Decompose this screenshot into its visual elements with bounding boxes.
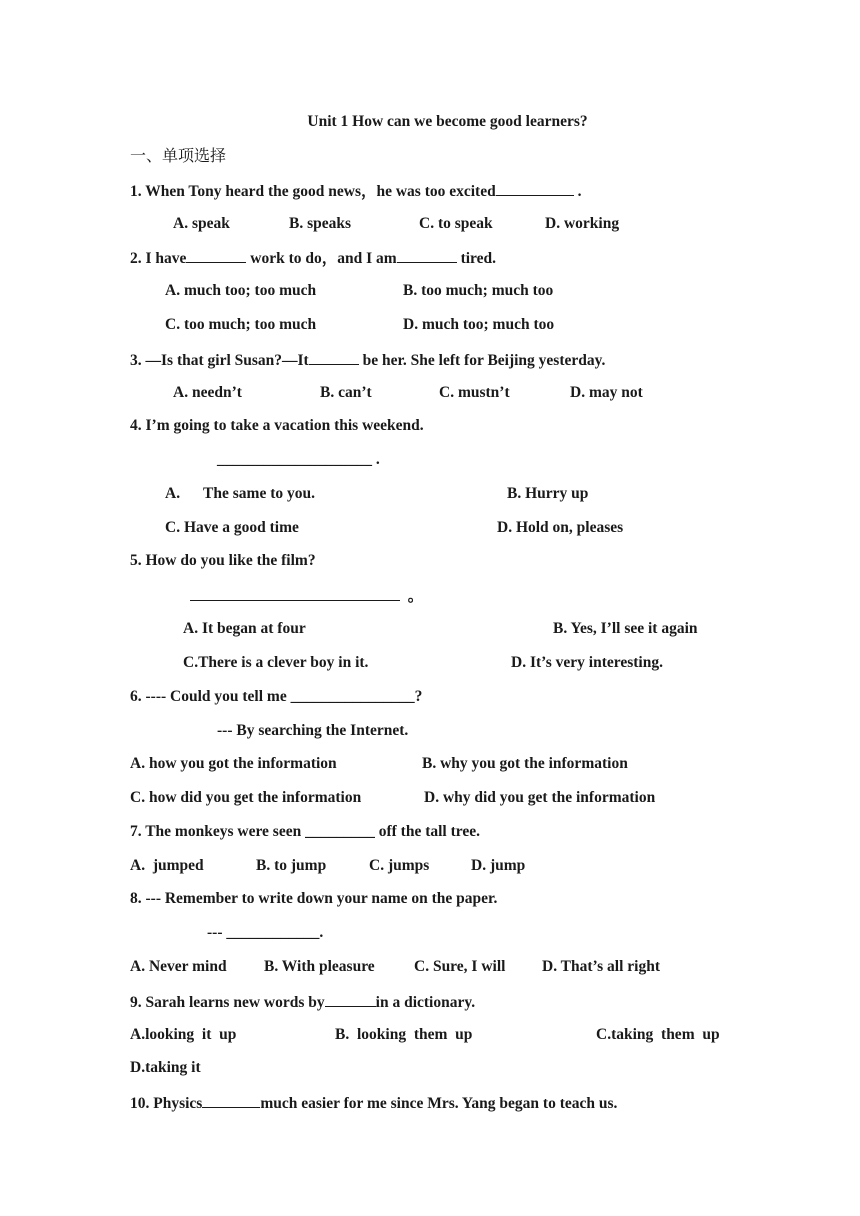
question-8-stem: 8. --- Remember to write down your name on the paper. [130, 890, 498, 907]
q9-option-d: D.taking it [130, 1059, 201, 1076]
q8-option-b: B. With pleasure [264, 958, 375, 975]
q4-option-c: C. Have a good time [165, 519, 299, 536]
q7-option-b: B. to jump [256, 857, 327, 874]
answer-blank [325, 991, 376, 1007]
q4-answer-line: ____________________ . [217, 451, 380, 468]
question-2-stem: 2. I have work to do，and I am tired. [130, 247, 496, 269]
answer-blank [186, 247, 246, 263]
q5-answer-line: 。 [190, 585, 423, 607]
q5-option-c: C.There is a clever boy in it. [183, 654, 369, 671]
q2-option-a: A. much too; too much [165, 282, 317, 299]
q3-option-a: A. needn’t [173, 384, 242, 401]
q1-option-c: C. to speak [419, 215, 493, 232]
q9-option-c: C.taking them up [596, 1026, 720, 1043]
q7-option-a: A. jumped [130, 857, 204, 874]
q8-option-c: C. Sure, I will [414, 958, 506, 975]
q1-option-a: A. speak [173, 215, 230, 232]
answer-blank [202, 1092, 260, 1108]
question-7-stem: 7. The monkeys were seen _________ off the tall tree. [130, 823, 480, 840]
question-9-stem: 9. Sarah learns new words by in a dictionary. [130, 991, 475, 1013]
q7-option-c: C. jumps [369, 857, 430, 874]
q6-option-d: D. why did you get the information [424, 789, 656, 806]
answer-blank [397, 247, 457, 263]
q6-option-b: B. why you got the information [422, 755, 628, 772]
q3-option-d: D. may not [570, 384, 643, 401]
q2-option-c: C. too much; too much [165, 316, 317, 333]
question-6-stem: 6. ---- Could you tell me ________________? [130, 688, 423, 705]
q9-option-b: B. looking them up [335, 1026, 473, 1043]
q1-option-b: B. speaks [289, 215, 352, 232]
q5-option-d: D. It’s very interesting. [511, 654, 663, 671]
q4-option-d: D. Hold on, pleases [497, 519, 624, 536]
q6-answer-line: --- By searching the Internet. [217, 722, 409, 739]
q8-option-d: D. That’s all right [542, 958, 660, 975]
question-4-stem: 4. I’m going to take a vacation this weekend. [130, 417, 424, 434]
page-title: Unit 1 How can we become good learners? [307, 113, 588, 130]
q5-option-b: B. Yes, I’ll see it again [553, 620, 698, 637]
q3-option-b: B. can’t [320, 384, 372, 401]
q9-option-a: A.looking it up [130, 1026, 237, 1043]
q5-option-a: A. It began at four [183, 620, 306, 637]
q8-answer-line: --- ____________. [207, 924, 324, 941]
q3-option-c: C. mustn’t [439, 384, 510, 401]
q2-option-d: D. much too; much too [403, 316, 555, 333]
q6-option-a: A. how you got the information [130, 755, 337, 772]
question-3-stem: 3. —Is that girl Susan?—It be her. She left for Beijing yesterday. [130, 349, 605, 371]
answer-blank [190, 585, 400, 601]
question-5-stem: 5. How do you like the film? [130, 552, 316, 569]
q4-option-a: A. The same to you. [165, 485, 315, 502]
q4-option-b: B. Hurry up [507, 485, 589, 502]
q2-option-b: B. too much; much too [403, 282, 554, 299]
question-10-stem: 10. Physics much easier for me since Mrs. Yang began to teach us. [130, 1092, 617, 1114]
q7-option-d: D. jump [471, 857, 526, 874]
answer-blank [496, 180, 574, 196]
question-1-stem: 1. When Tony heard the good news，he was too excited . [130, 180, 581, 202]
q1-option-d: D. working [545, 215, 620, 232]
q8-option-a: A. Never mind [130, 958, 227, 975]
answer-blank [309, 349, 359, 365]
q6-option-c: C. how did you get the information [130, 789, 362, 806]
section-heading: 一、单项选择 [130, 146, 227, 165]
